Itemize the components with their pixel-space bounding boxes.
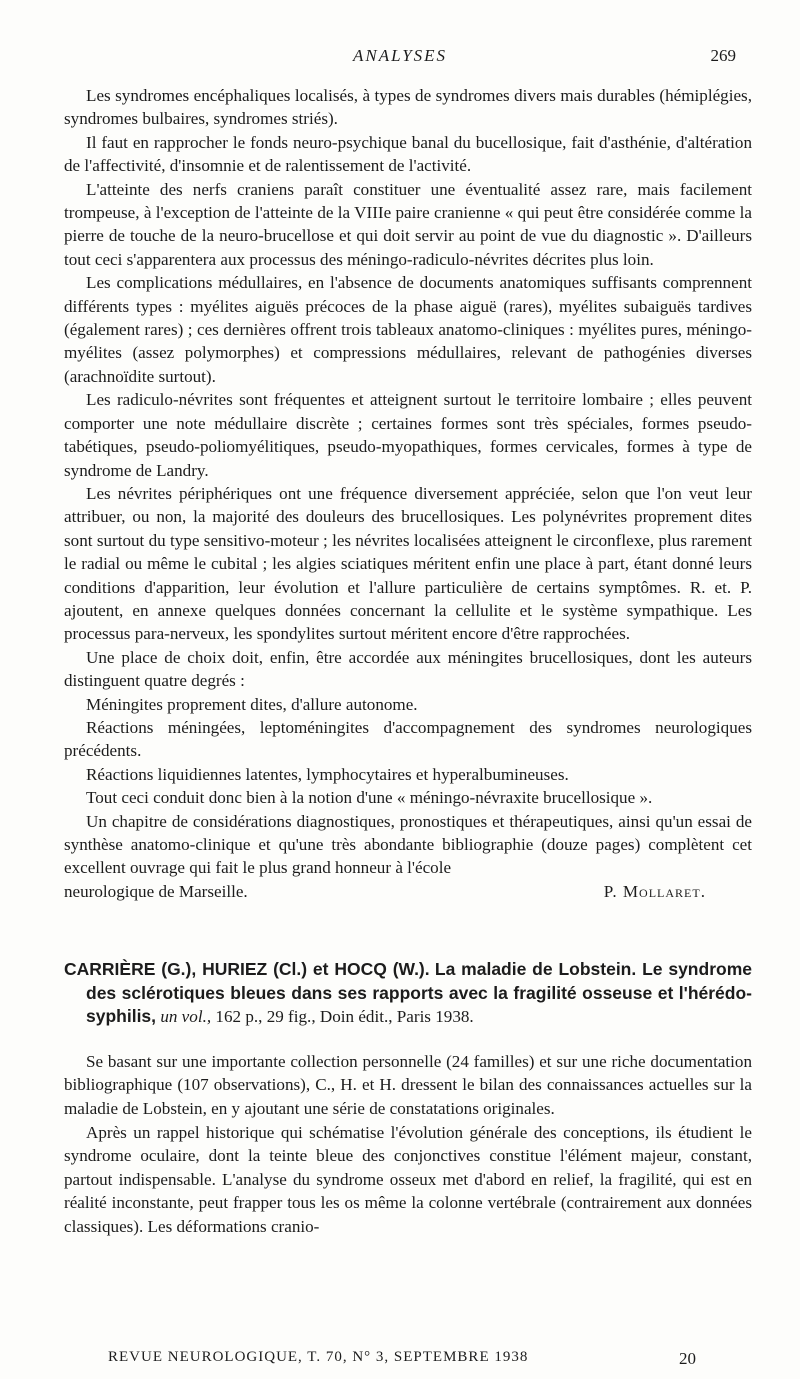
- paragraph: Se basant sur une importante collection personnelle (24 familles) et sur une riche documentation bibliographique (107 observations), C., H. et H. dressent le bilan des connaissances actuelles sur la maladie de Lobstein, en y ajoutant une série de constatations originales.: [64, 1051, 752, 1118]
- paragraph: Il faut en rapprocher le fonds neuro-psychique banal du bucellosique, fait d'asthénie, d'altération de l'affectivité, d'insomnie et de ralentissement de l'activité.: [64, 132, 752, 176]
- article-citation: [64, 958, 752, 1029]
- article-title: La maladie de Lobstein. Le syndrome des sclérotiques bleues dans ses rapports avec la fragilité osseuse et l'hérédo-syphilis,: [86, 959, 752, 1027]
- paragraph: Réactions liquidiennes latentes, lymphocytaires et hyperalbumineuses.: [86, 764, 569, 784]
- running-header: [64, 46, 736, 70]
- last-line: neurologique de Marseille.: [64, 881, 248, 901]
- signature: P. Mollaret.: [603, 881, 706, 901]
- signoff-line: [64, 880, 752, 903]
- review-body: [64, 84, 752, 903]
- section-title: ANALYSES: [352, 46, 448, 65]
- page-footer: [108, 1349, 736, 1371]
- page-number: 269: [710, 46, 736, 65]
- article-volume: un vol.,: [160, 1007, 212, 1027]
- paragraph: Les syndromes encéphaliques localisés, à types de syndromes divers mais durables (hémiplégies, syndromes bulbaires, syndromes striés).: [64, 86, 752, 129]
- paragraph: Les radiculo-névrites sont fréquentes et atteignent surtout le territoire lombaire ; elles peuvent comporter une note médullaire discrète ; certaines formes sont très spéciales, formes pseudo-tabétiques, pseudo-poliomyélitiques, pseudo-myopathiques, formes cervicales, formes à type de syndrome de Landry.: [64, 390, 752, 480]
- article-entry: [64, 958, 752, 1239]
- paragraph: Réactions méningées, leptoméningites d'accompagnement des syndromes neurologiques précédents.: [64, 717, 752, 761]
- article-authors: CARRIÈRE (G.), HURIEZ (Cl.) et HOCQ (W.).: [64, 959, 430, 979]
- article-publication: 162 p., 29 fig., Doin édit., Paris 1938.: [215, 1007, 474, 1027]
- footer-page-number: 20: [679, 1349, 696, 1368]
- journal-reference: REVUE NEUROLOGIQUE, T. 70, N° 3, SEPTEMBRE 1938: [108, 1349, 529, 1365]
- paragraph: Les névrites périphériques ont une fréquence diversement appréciée, selon que l'on veut leur attribuer, ou non, la majorité des douleurs des brucellosiques. Les polynévrites proprement dites sont surtout du type sensitivo-moteur ; les névrites localisées atteignent le circonflexe, plus rarement le radial ou même le cubital ; les algies sciatiques méritent enfin une place à part, étant donné leurs conditions d'apparition, leur évolution et l'allure particulière de certains symptômes. R. et. P. ajoutent, en annexe quelques données concernant la cellulite et le système sympathique. Les processus para-nerveux, les spondylites surtout méritent encore d'être rapprochées.: [64, 483, 752, 644]
- paragraph: Après un rappel historique qui schématise l'évolution générale des conceptions, ils étudient le syndrome oculaire, dont la teinte bleue des conjonctives constitue l'élément majeur, constant, partout indispensable. L'analyse du syndrome osseux met d'abord en relief, la fragilité, qui est en réalité inconstante, peut frapper tous les os même la colonne vertébrale (contrairement aux données classiques). Les déformations cranio-: [64, 1122, 752, 1236]
- paragraph: Les complications médullaires, en l'absence de documents anatomiques suffisants comprennent différents types : myélites aiguës précoces de la phase aiguë (rares), myélites subaiguës tardives (également rares) ; ces dernières offrent trois tableaux anatomo-cliniques : myélites pures, méningo-myélites (assez polymorphes) et compressions médullaires, relevant de pathogénies diverses (arachnoïdite surtout).: [64, 273, 752, 386]
- paragraph: Méningites proprement dites, d'allure autonome.: [86, 694, 418, 714]
- paragraph: L'atteinte des nerfs craniens paraît constituer une éventualité assez rare, mais facilement trompeuse, à l'exception de l'atteinte de la VIIIe paire cranienne « qui peut être considérée comme la pierre de touche de la neuro-brucellose et qui doit servir au point de vue du diagnostic ». D'ailleurs tout ceci s'apparentera aux processus des méningo-radiculo-névrites décrites plus loin.: [64, 179, 752, 269]
- paragraph: Tout ceci conduit donc bien à la notion d'une « méningo-névraxite brucellosique ».: [86, 788, 653, 808]
- paragraph: Une place de choix doit, enfin, être accordée aux méningites brucellosiques, dont les auteurs distinguent quatre degrés :: [64, 647, 752, 691]
- paragraph: Un chapitre de considérations diagnostiques, pronostiques et thérapeutiques, ainsi qu'un essai de synthèse anatomo-clinique et qu'une très abondante bibliographie (douze pages) complètent cet excellent ouvrage qui fait le plus grand honneur à l'école: [64, 811, 752, 878]
